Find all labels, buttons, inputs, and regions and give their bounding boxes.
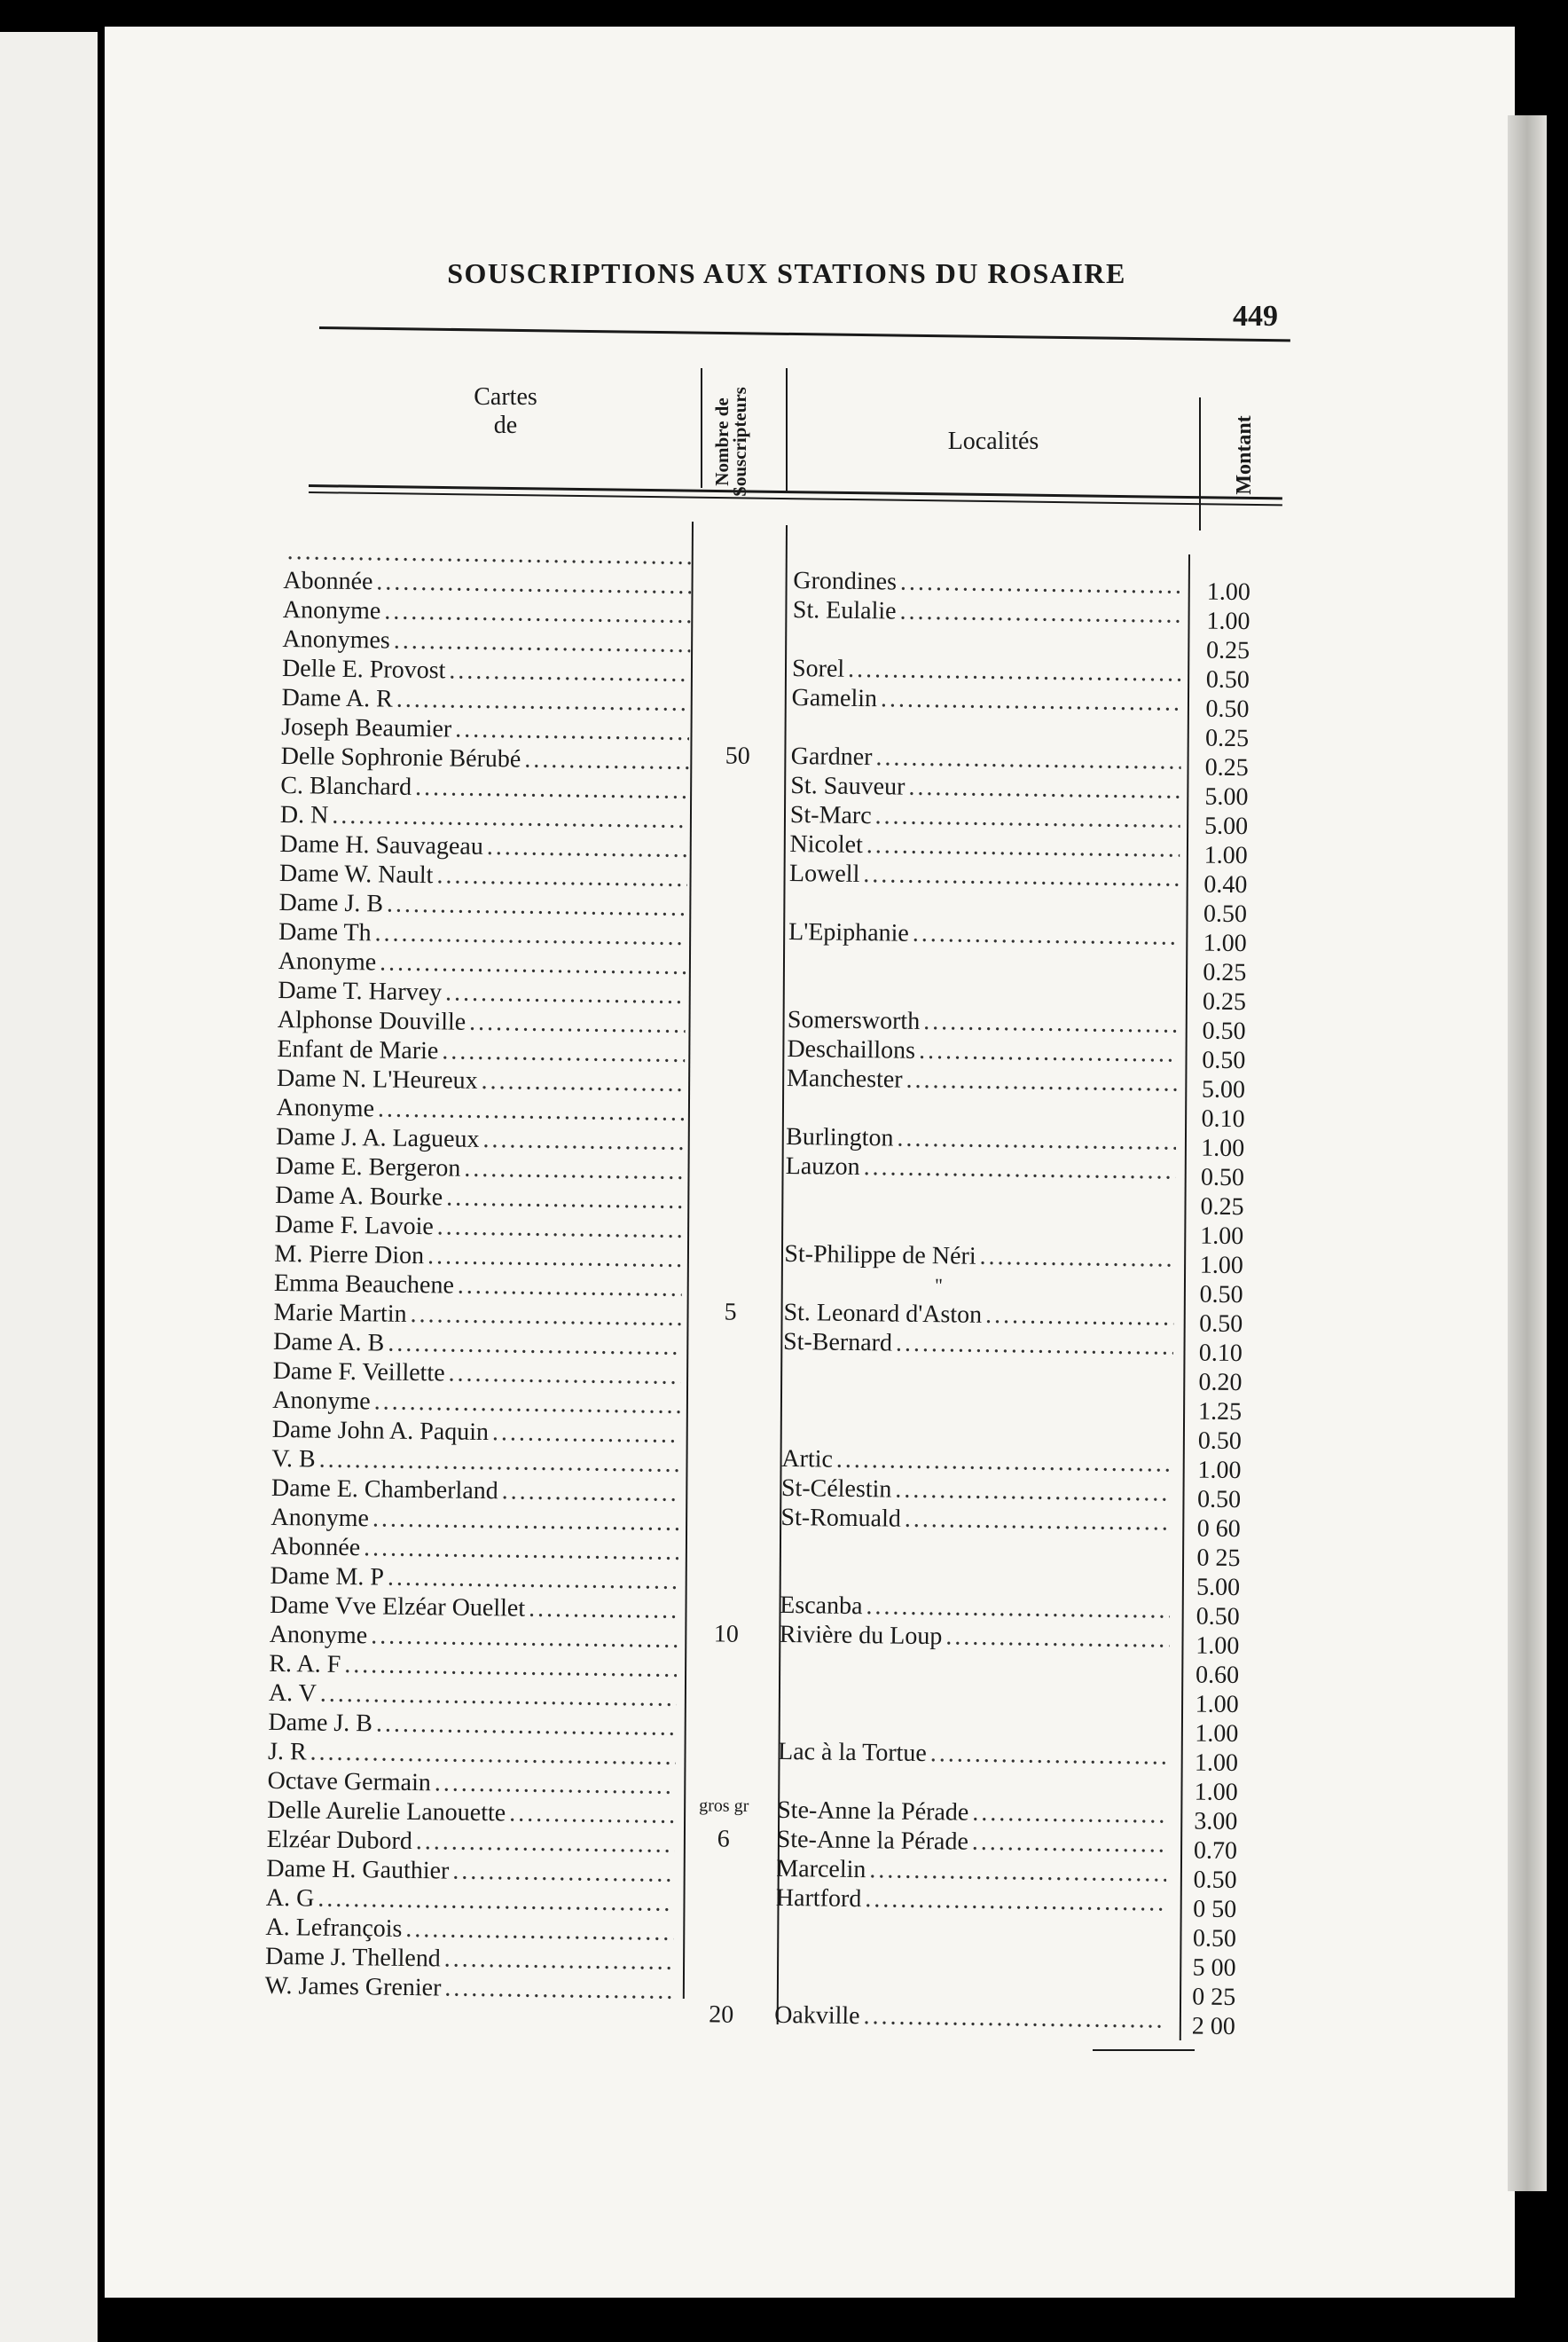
subscriber-name: Dame T. Harvey — [278, 976, 443, 1007]
locality-name: St-Romuald — [780, 1503, 902, 1533]
subscriber-name: Dame J. Thellend — [264, 1942, 442, 1973]
locality-name: Gardner — [790, 742, 873, 772]
leader-dots — [897, 1124, 1176, 1157]
subscriber-name: Delle Aurelie Lanouette — [267, 1796, 506, 1827]
leader-dots — [848, 655, 1182, 688]
locality-name: Lowell — [788, 859, 860, 889]
amount-value: 0.25 — [1203, 958, 1247, 987]
amount-value: 0 60 — [1196, 1514, 1241, 1544]
leader-dots — [492, 1418, 680, 1450]
leader-dots — [387, 890, 687, 923]
leader-dots — [919, 1036, 1178, 1069]
header-cartes — [443, 383, 568, 440]
leader-dots — [866, 1591, 1170, 1624]
subscriber-name: Alphonse Douville — [277, 1005, 466, 1036]
subscriber-name: Dame John A. Paquin — [271, 1415, 490, 1447]
leader-dots — [444, 1974, 673, 2006]
leader-dots — [388, 1563, 678, 1596]
leader-dots — [445, 978, 686, 1010]
locality-row — [784, 1239, 1174, 1274]
amount-value: 0.10 — [1201, 1104, 1245, 1134]
locality-name: L'Epiphanie — [788, 917, 910, 947]
amount-value: 3.00 — [1194, 1807, 1238, 1836]
subscriber-name: Dame Vve Elzéar Ouellet — [270, 1591, 526, 1623]
locality-name: Lac à la Tortue — [777, 1737, 928, 1768]
locality-name: Ste-Anne la Pérade — [777, 1796, 969, 1827]
leader-dots — [405, 1914, 673, 1947]
subscriber-name: Dame J. A. Lagueux — [275, 1122, 480, 1153]
leader-dots — [529, 1594, 678, 1625]
leader-dots — [378, 1094, 685, 1128]
amount-value: 1.00 — [1195, 1719, 1239, 1749]
leader-dots — [320, 1679, 677, 1713]
subscriber-name: Anonyme — [272, 1386, 371, 1416]
locality-name: Deschaillons — [787, 1034, 916, 1065]
amounts-bottom-rule — [1093, 2049, 1195, 2051]
leader-dots — [448, 1359, 680, 1391]
amount-value: 5.00 — [1203, 812, 1249, 841]
subscriber-count: gros gr — [699, 1796, 749, 1816]
amount-value: 0.40 — [1203, 870, 1248, 900]
amount-value: 0.25 — [1204, 753, 1249, 782]
subscriber-name: Dame E. Bergeron — [275, 1151, 461, 1183]
leader-dots — [435, 1768, 676, 1801]
subscriber-name: Dame E. Chamberland — [270, 1474, 498, 1505]
leader-dots — [469, 1008, 686, 1040]
locality-row — [785, 1151, 1175, 1186]
locality-name: Burlington — [785, 1122, 894, 1152]
leader-dots — [376, 567, 691, 601]
leader-dots — [913, 919, 1180, 952]
amount-value: 1.00 — [1206, 578, 1250, 607]
subscriber-count: 6 — [717, 1825, 730, 1853]
leader-dots — [895, 1475, 1172, 1508]
amount-value: 1.25 — [1197, 1397, 1243, 1426]
subscriber-name: A. V — [268, 1678, 318, 1708]
leader-dots — [455, 715, 689, 747]
leader-dots — [372, 1504, 679, 1537]
amount-value: 5 00 — [1192, 1953, 1236, 1983]
leader-dots — [487, 832, 688, 864]
leader-dots — [384, 596, 691, 630]
amount-value: 0.50 — [1205, 695, 1250, 724]
locality-name: St-Marc — [789, 800, 872, 830]
amount-value: 0.50 — [1203, 900, 1248, 929]
leader-dots — [464, 1154, 684, 1186]
leader-dots — [452, 1857, 674, 1889]
subscriber-name: J. R — [267, 1737, 307, 1766]
amount-value: 0 25 — [1196, 1544, 1241, 1573]
amount-value: 5.00 — [1196, 1573, 1241, 1602]
locality-name: Ste-Anne la Pérade — [776, 1825, 969, 1856]
leader-dots — [524, 745, 689, 776]
amount-value: 0.50 — [1197, 1426, 1242, 1456]
page-stack-edge — [1508, 115, 1547, 2191]
leader-dots — [881, 684, 1182, 717]
leader-dots — [427, 1241, 683, 1274]
amount-value: 0.50 — [1199, 1280, 1243, 1309]
locality-row — [776, 1883, 1166, 1918]
subscriber-name: Octave Germain — [267, 1766, 432, 1797]
subscriber-name: A. Lefrançois — [265, 1913, 403, 1943]
page-number: 449 — [1233, 300, 1278, 333]
amount-value: 5.00 — [1204, 782, 1249, 812]
locality-name: Nicolet — [789, 829, 864, 860]
amount-value: 0.25 — [1205, 636, 1250, 665]
subscriber-name: Anonyme — [270, 1503, 370, 1533]
header-cartes-line2: de — [493, 412, 518, 439]
leader-dots — [481, 1066, 685, 1098]
leader-dots — [930, 1739, 1169, 1772]
leader-dots — [509, 1798, 675, 1829]
leader-dots — [371, 1621, 678, 1654]
subscriber-count: 20 — [708, 2000, 734, 2029]
subscriber-name: Emma Beauchene — [273, 1269, 455, 1300]
locality-name: St-Philippe de Néri — [784, 1239, 976, 1270]
subscriber-name: A. G — [265, 1883, 315, 1913]
leader-dots — [863, 2001, 1164, 2034]
locality-row — [789, 859, 1180, 893]
amount-value: 0.50 — [1193, 1866, 1237, 1895]
header-montant: Montant — [1233, 415, 1256, 495]
amount-value: 0.50 — [1205, 665, 1250, 695]
locality-row — [783, 1327, 1173, 1362]
subscriber-name: M. Pierre Dion — [274, 1239, 425, 1270]
leader-dots — [394, 626, 691, 659]
locality-name: Marcelin — [776, 1854, 866, 1884]
locality-name: Gamelin — [791, 683, 878, 713]
amount-value: 0.20 — [1198, 1368, 1243, 1397]
locality-row — [778, 1737, 1168, 1772]
subscriber-name: Dame A. R — [281, 683, 394, 713]
leader-dots — [945, 1622, 1170, 1654]
amount-value: 1.00 — [1200, 1222, 1244, 1251]
leader-dots — [376, 1709, 677, 1741]
locality-name: Rivière du Loup — [779, 1620, 943, 1651]
amount-value: 0.25 — [1200, 1192, 1244, 1222]
subscriber-name: Anonyme — [269, 1620, 368, 1650]
leader-dots — [446, 1183, 683, 1214]
subscriber-name: Anonymes — [282, 625, 391, 655]
leader-dots — [318, 1884, 674, 1918]
subscriber-name: Abonnée — [270, 1532, 361, 1562]
header-divider-3 — [1199, 397, 1201, 530]
subscriber-name: Anonyme — [282, 595, 381, 625]
header-divider-2 — [786, 368, 788, 492]
leader-dots — [396, 685, 690, 718]
amount-value: 0.60 — [1195, 1661, 1240, 1690]
locality-name: Artic — [781, 1444, 834, 1474]
amounts-column — [1138, 577, 1250, 2041]
leader-dots — [373, 1387, 680, 1420]
leader-dots — [437, 1212, 683, 1245]
locality-name: Manchester — [786, 1064, 903, 1094]
amount-value: 1.00 — [1206, 607, 1250, 636]
locality-name: Oakville — [773, 2000, 860, 2031]
leader-dots — [444, 1945, 674, 1977]
leader-dots — [364, 1533, 678, 1567]
leader-dots — [415, 773, 689, 806]
locality-row — [788, 917, 1179, 952]
subscriber-name: Abonnée — [283, 566, 373, 596]
leader-dots — [410, 1300, 681, 1332]
leader-dots — [863, 860, 1180, 893]
leader-dots — [863, 1152, 1175, 1186]
amount-value: 2 00 — [1191, 2012, 1236, 2041]
amount-value: 0.25 — [1202, 987, 1247, 1017]
amount-value: 0 50 — [1193, 1895, 1237, 1924]
name-row — [264, 1971, 672, 2006]
locality-name: " — [934, 1274, 944, 1297]
locality-row — [791, 683, 1181, 718]
leader-dots — [458, 1271, 683, 1303]
leader-dots — [908, 773, 1180, 806]
locality-name: Escanba — [780, 1591, 863, 1621]
leader-dots — [865, 1884, 1166, 1917]
subscriber-name: Dame J. B — [268, 1708, 373, 1738]
subscriber-name: Elzéar Dubord — [266, 1825, 413, 1856]
amount-value: 0.50 — [1196, 1602, 1240, 1631]
leader-dots — [344, 1650, 677, 1684]
amount-value: 1.00 — [1203, 841, 1248, 870]
locality-name: Lauzon — [785, 1151, 860, 1182]
leader-dots — [436, 861, 687, 893]
header-cartes-line1: Cartes — [474, 383, 537, 411]
locality-name: St. Eulalie — [792, 595, 897, 625]
subscriber-name: Delle E. Provost — [281, 654, 446, 685]
locality-name: St. Sauveur — [790, 771, 906, 801]
subscriber-name: Anonyme — [276, 1093, 375, 1123]
subscriber-name: Anonyme — [278, 947, 377, 977]
subscriber-name: R. A. F — [269, 1649, 341, 1678]
leader-dots — [869, 1855, 1166, 1888]
leader-dots — [449, 656, 690, 688]
locality-row — [793, 595, 1183, 630]
header-nombre: Nombre de Souscripteurs — [711, 387, 750, 497]
leader-dots — [310, 1738, 676, 1772]
leader-dots — [836, 1445, 1172, 1479]
amount-value: 0.50 — [1200, 1163, 1245, 1192]
subscriber-name: Dame H. Sauvageau — [279, 829, 484, 861]
leader-dots — [923, 1007, 1178, 1040]
header-localites: Localités — [947, 428, 1039, 455]
amount-value: 0.50 — [1192, 1924, 1237, 1953]
amount-value: 1.00 — [1199, 1251, 1244, 1280]
amount-value: 5.00 — [1201, 1075, 1246, 1104]
subscriber-name: W. James Grenier — [264, 1971, 442, 2002]
subscriber-name: Dame W. Nault — [278, 859, 434, 890]
subscriber-name: Joseph Beaumier — [280, 712, 452, 743]
previous-page-edge — [0, 32, 98, 2342]
leader-dots — [899, 597, 1183, 630]
running-title: SOUSCRIPTIONS AUX STATIONS DU ROSAIRE — [447, 257, 1126, 289]
amount-value: 0.10 — [1198, 1339, 1243, 1368]
amount-value: 0.50 — [1202, 1017, 1246, 1046]
amount-value: 1.00 — [1201, 1134, 1245, 1163]
subscriber-name: Dame A. Bourke — [275, 1181, 443, 1212]
leader-dots — [896, 1329, 1174, 1362]
locality-name: Sorel — [791, 654, 845, 683]
subscriber-name: D. N — [279, 800, 329, 829]
leader-dots — [374, 918, 686, 952]
subscriber-name: Dame N. L'Heureux — [276, 1064, 478, 1095]
leader-dots — [905, 1505, 1172, 1537]
leader-dots — [388, 1329, 681, 1362]
locality-name: St. Leonard d'Aston — [783, 1298, 983, 1329]
names-column — [264, 537, 692, 2006]
subscriber-name: Dame A. B — [272, 1327, 385, 1357]
locality-row — [774, 2000, 1164, 2035]
subscriber-name: Dame Th — [278, 917, 372, 947]
leader-dots — [900, 568, 1184, 601]
subscriber-name: C. Blanchard — [280, 771, 412, 801]
amount-value: 0.50 — [1196, 1485, 1242, 1514]
subscriber-name: Dame F. Veillette — [272, 1356, 445, 1387]
leader-dots — [318, 1445, 679, 1479]
subscriber-name: Enfant de Marie — [277, 1034, 439, 1065]
amount-value: 0.25 — [1204, 724, 1250, 753]
locality-name: Hartford — [775, 1883, 862, 1914]
subscriber-name: Delle Sophronie Bérubé — [280, 742, 521, 774]
leader-dots — [874, 801, 1180, 835]
leader-dots — [442, 1036, 685, 1069]
subscriber-name: Dame F. Lavoie — [274, 1210, 434, 1241]
locality-name: St-Bernard — [782, 1327, 893, 1357]
amount-value: 0.50 — [1199, 1309, 1243, 1339]
amount-value: 1.00 — [1195, 1690, 1239, 1719]
locality-row — [780, 1503, 1171, 1537]
amount-value: 0.70 — [1193, 1836, 1238, 1866]
amount-value: 0 25 — [1192, 1983, 1236, 2012]
subscriber-name: Dame H. Gauthier — [266, 1854, 450, 1885]
amount-value: 1.00 — [1197, 1456, 1242, 1485]
leader-dots — [332, 801, 688, 835]
leader-dots — [972, 1827, 1167, 1859]
amount-value: 1.00 — [1194, 1749, 1239, 1778]
leader-dots — [866, 830, 1180, 864]
subscriber-count: 5 — [724, 1298, 737, 1326]
locality-row — [787, 1064, 1177, 1098]
leader-dots — [502, 1476, 680, 1508]
locality-name: St-Célestin — [780, 1474, 892, 1504]
subscriber-name: V. B — [271, 1444, 316, 1474]
subscriber-name: Marie Martin — [273, 1298, 407, 1328]
subscriber-name: Dame J. B — [278, 888, 384, 918]
amount-value: 0.50 — [1202, 1046, 1246, 1075]
amount-value: 1.00 — [1203, 929, 1247, 958]
locality-name: Grondines — [793, 566, 898, 596]
locality-name: Somersworth — [787, 1005, 921, 1035]
subscriber-count: 10 — [713, 1620, 740, 1648]
leader-dots — [972, 1798, 1167, 1830]
leader-dots — [906, 1065, 1177, 1098]
leader-dots — [416, 1827, 675, 1859]
locality-row — [780, 1620, 1170, 1654]
leader-dots — [380, 947, 686, 981]
subscriber-name: Dame M. P — [270, 1561, 385, 1591]
amount-value: 1.00 — [1196, 1631, 1240, 1661]
leader-dots — [875, 743, 1181, 776]
leader-dots — [482, 1125, 684, 1157]
subscriber-count: 50 — [725, 742, 750, 770]
header-divider-1 — [701, 368, 702, 488]
amount-value: 1.00 — [1194, 1778, 1238, 1807]
